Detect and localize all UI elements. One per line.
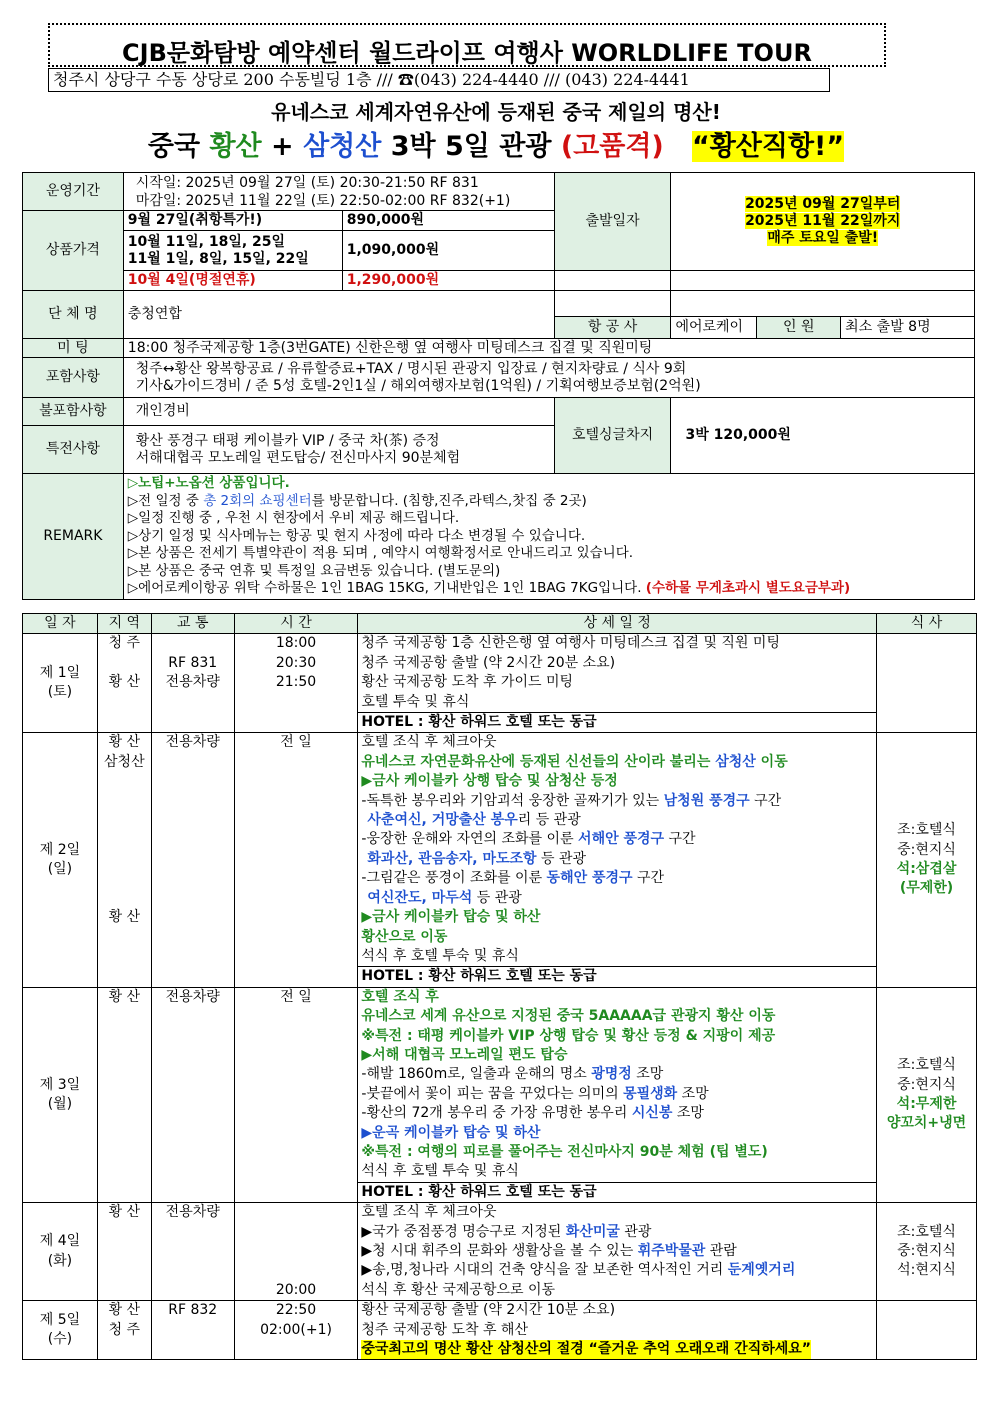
day4-transport: 전용차량 (151, 1203, 234, 1301)
detail-line: ▶서해 대협곡 모노레일 편도 탑승 (361, 1046, 568, 1063)
detail-text: ▶청 시대 휘주의 문화와 생활상을 볼 수 있는 (361, 1243, 638, 1259)
subtitle-line2 (0, 124, 992, 163)
detail-line: 청주 국제공항 출발 (약 2시간 20분 소요) (361, 654, 616, 671)
time-text: 20:30 (275, 654, 317, 671)
include-line-2: 기사&가이드경비 / 준 5성 호텔-2인1실 / 해외여행자보험(1억원) / 기획여행보증보험(2억원) (135, 377, 701, 394)
detail-place: 화산미굴 (565, 1223, 620, 1240)
detail-line: ※특전 : 여행의 피로를 풀어주는 전신마사지 90분 체험 (팁 별도) (361, 1143, 768, 1160)
detail-text: 구간 (632, 870, 665, 887)
single-label: 호텔싱글차지 (554, 398, 671, 474)
day5-meal (877, 1301, 977, 1360)
price-date-2b: 11월 1일, 8일, 15일, 22일 (127, 250, 309, 267)
detail-text: -웅장한 운해와 자연의 조화를 이룬 (361, 831, 579, 848)
price-date-1: 9월 27일(취항특가!) (123, 211, 342, 231)
detail-text: 조망 (677, 1085, 709, 1102)
day5-transport: RF 832 (151, 1301, 234, 1360)
remark-shopping: 총 2회의 쇼핑센터 (203, 492, 312, 509)
subtitle-part: 중국 (147, 131, 210, 162)
detail-text: 구간 (749, 792, 782, 809)
detail-line (361, 889, 873, 908)
day1-dow: (토) (47, 684, 73, 701)
col-header-date: 일 자 (23, 614, 98, 634)
detail-text: -붓끝에서 꽃이 피는 꿈을 꾸었다는 의미의 (361, 1085, 624, 1102)
detail-line (361, 1223, 873, 1242)
meal-text: 조:호텔식 (897, 822, 956, 839)
detail-text: -독특한 봉우리와 기암괴석 웅장한 골짜기가 있는 (361, 792, 664, 809)
time-text: 18:00 (275, 635, 317, 652)
detail-line: 황산 국제공항 출발 (약 2시간 10분 소요) (361, 1302, 616, 1319)
day1-detail (358, 634, 877, 733)
day1-meal (877, 634, 977, 733)
detail-line: 호텔 조식 후 (361, 988, 439, 1005)
day4-meal (877, 1203, 977, 1301)
detail-line: 황산으로 이동 (361, 928, 448, 945)
detail-line (361, 830, 873, 849)
day4-time: 20:00 (234, 1203, 358, 1301)
col-header-region: 지 역 (97, 614, 151, 634)
detail-line: ▶금사 케이블카 상행 탑승 및 삼청산 등정 (361, 773, 618, 790)
subtitle-sanqingshan: 삼청산 (303, 131, 382, 162)
day2-time: 전 일 (234, 733, 358, 987)
day3-date (23, 987, 98, 1202)
detail-line: ※특전 : 태평 케이블카 VIP 상행 탑승 및 황산 등정 & 지팡이 제공 (361, 1027, 776, 1044)
detail-place: 시신봉 (631, 1105, 673, 1122)
time-text: 22:50 (275, 1302, 317, 1319)
detail-place: 광명정 (591, 1066, 632, 1083)
remark-label: REMARK (23, 474, 124, 600)
col-header-transport: 교 통 (151, 614, 234, 634)
day1-row (23, 634, 977, 733)
price-value-3: 1,290,000원 (342, 271, 554, 291)
day5-detail (358, 1301, 877, 1360)
detail-line (361, 811, 873, 830)
day3-detail (358, 987, 877, 1202)
region-text: 청 주 (108, 635, 141, 652)
detail-text: ▶송,명,청나라 시대의 건축 양식을 잘 보존한 역사적인 거리 (361, 1262, 728, 1279)
group-value: 충청연합 (123, 291, 554, 339)
price-label: 상품가격 (23, 211, 124, 291)
remark-value (123, 474, 974, 600)
depart-from: 2025년 09월 27일부터 (745, 196, 901, 212)
region-text: 삼청산 (104, 753, 145, 770)
subtitle-part: + (261, 131, 304, 162)
detail-text: 리 등 관광 (517, 812, 581, 829)
region-text: 청 주 (108, 1321, 141, 1338)
special-line-1: 황산 풍경구 태평 케이블카 VIP / 중국 차(茶) 증정 (135, 432, 440, 449)
remark-line-3: ▷일정 진행 중 , 우천 시 현장에서 우비 제공 해드립니다. (127, 510, 460, 527)
day5-date (23, 1301, 98, 1360)
single-value: 3박 120,000원 (671, 398, 975, 474)
day2-row (23, 733, 977, 987)
detail-text: 관광 (619, 1223, 652, 1240)
day1-label: 제 1일 (39, 665, 81, 682)
transport-text (155, 634, 231, 653)
remark-line-4: ▷상기 일정 및 식사메뉴는 항공 및 현지 사정에 따라 다소 변경될 수 있습니다. (127, 527, 586, 544)
period-label: 운영기간 (23, 173, 124, 211)
detail-text: 유네스코 자연문화유산에 등재된 신선들의 산이라 불리는 (361, 753, 716, 770)
exclude-label: 불포함사항 (23, 398, 124, 426)
detail-place: 화과산, 관음송자, 마도조항 (367, 850, 537, 867)
subtitle-line1: 유네스코 세계자연유산에 등재된 중국 제일의 명산! (271, 100, 721, 124)
exclude-value: 개인경비 (123, 398, 554, 426)
day3-row (23, 987, 977, 1202)
remark-line-6: ▷본 상품은 중국 연휴 및 특정일 요금변동 있습니다. (별도문의) (127, 562, 501, 579)
detail-line: 호텔 조식 후 체크아웃 (361, 1204, 497, 1221)
region-text: 황 산 (108, 1302, 141, 1319)
col-header-meal: 식 사 (877, 614, 977, 634)
airline-value: 에어로케이 (671, 317, 757, 339)
day2-detail (358, 733, 877, 987)
people-label: 인 원 (757, 317, 841, 339)
meal-text: 석:현지식 (897, 1262, 956, 1279)
remark-line-1: ▷노팁+노옵션 상품입니다. (127, 475, 290, 492)
remark-text: ▷전 일정 중 (127, 492, 204, 509)
meeting-value: 18:00 청주국제공항 1층(3번GATE) 신한은행 옆 여행사 미팅데스크 집결 및 직원미팅 (123, 339, 974, 358)
price-value-2: 1,090,000원 (342, 231, 554, 271)
day3-label: 제 3일 (39, 1076, 81, 1093)
region-text: 황 산 (108, 909, 141, 926)
remark-baggage-warning: (수하물 무게초과시 별도요금부과) (645, 580, 851, 597)
detail-place: 휘주박물관 (637, 1243, 706, 1259)
detail-place: 남청원 풍경구 (663, 792, 750, 809)
day1-date (23, 634, 98, 733)
day3-meal (877, 987, 977, 1202)
time-text: 21:50 (275, 674, 317, 691)
day4-row (23, 1203, 977, 1301)
detail-text: 조망 (672, 1105, 704, 1122)
depart-dates (671, 173, 975, 271)
header-title-box (48, 23, 886, 67)
include-line-1: 청주↔황산 왕복항공료 / 유류할증료+TAX / 명시된 관광지 입장료 / 현지차량료 / 식사 9회 (135, 360, 687, 377)
period-cell (123, 173, 554, 211)
detail-place: 사춘여신, 거망출산 봉우 (367, 812, 518, 829)
include-value (123, 358, 974, 398)
header-address: 청주시 상당구 수동 상당로 200 수동빌딩 1층 /// ☎(043) 224-4440 /// (043) 224-4441 (48, 68, 830, 92)
remark-text: ▷에어로케이항공 위탁 수하물은 1인 1BAG 15KG, 기내반입은 1인 1BAG 7KG입니다. (127, 580, 646, 597)
schedule-table (22, 613, 977, 1360)
detail-place: 동해안 풍경구 (546, 870, 633, 887)
region-text: 황 산 (108, 734, 141, 751)
day3-transport: 전용차량 (151, 987, 234, 1202)
detail-text: 등 관광 (472, 889, 522, 906)
day3-region: 황 산 (97, 987, 151, 1202)
detail-line: 청주 국제공항 1층 신한은행 옆 여행사 미팅데스크 집결 및 직원 미팅 (361, 635, 780, 652)
day2-transport: 전용차량 (151, 733, 234, 987)
detail-line: 유네스코 세계 유산으로 지정된 중국 5AAAAA급 관광지 황산 이동 (361, 1008, 776, 1025)
day4-detail (358, 1203, 877, 1301)
day1-region (97, 634, 151, 733)
airline-label: 항 공 사 (554, 317, 671, 339)
include-label: 포함사항 (23, 358, 124, 398)
day3-time: 전 일 (234, 987, 358, 1202)
depart-weekly: 매주 토요일 출발! (767, 230, 879, 246)
period-start: 시작일: 2025년 09월 27일 (토) 20:30-21:50 RF 831 (135, 174, 479, 191)
detail-line (361, 850, 873, 869)
subtitle-huangshan: 황산 (209, 131, 262, 162)
detail-place: 여신잔도, 마두석 (367, 889, 473, 906)
detail-line: ▶운곡 케이블카 탑승 및 하산 (361, 1124, 541, 1141)
region-text: 황 산 (108, 674, 141, 691)
day5-row (23, 1301, 977, 1360)
special-value (123, 426, 554, 474)
day5-region (97, 1301, 151, 1360)
detail-text: -그림같은 풍경이 조화를 이룬 (361, 870, 547, 887)
detail-text: -해발 1860m로, 일출과 운해의 명소 (361, 1066, 592, 1083)
day3-dow: (월) (47, 1095, 73, 1112)
col-header-detail: 상 세 일 정 (358, 614, 877, 634)
day4-label: 제 4일 (39, 1233, 81, 1250)
day1-time (234, 634, 358, 733)
day5-label: 제 5일 (39, 1311, 81, 1328)
header-title: CJB문화탐방 예약센터 월드라이프 여행사 WORLDLIFE TOUR (122, 39, 812, 67)
depart-label: 출발일자 (554, 173, 671, 271)
col-header-time: 시 간 (234, 614, 358, 634)
day2-meal (877, 733, 977, 987)
transport-text: 전용차량 (165, 674, 220, 691)
detail-line (361, 869, 873, 888)
detail-line (361, 1065, 873, 1084)
day4-date (23, 1203, 98, 1301)
meal-special: (무제한) (899, 880, 954, 897)
time-text: 02:00(+1) (260, 1321, 332, 1338)
people-value: 최소 출발 8명 (841, 317, 975, 339)
day3-hotel: HOTEL : 황산 하워드 호텔 또는 동급 (358, 1182, 876, 1202)
day4-region: 황 산 (97, 1203, 151, 1301)
detail-place: 둔계옛거리 (727, 1262, 796, 1279)
detail-text: 이동 (755, 753, 788, 770)
detail-line: ▶금사 케이블카 탑승 및 하산 (361, 909, 541, 926)
meal-text: 조:호텔식 (897, 1223, 956, 1240)
day1-transport (151, 634, 234, 733)
day2-date (23, 733, 98, 987)
day5-time (234, 1301, 358, 1360)
remark-line-7 (128, 580, 970, 598)
detail-line: 석식 후 호텔 투숙 및 휴식 (361, 1163, 519, 1180)
detail-line (361, 753, 873, 772)
detail-line (361, 1104, 873, 1123)
detail-line (361, 1261, 873, 1280)
remark-text: 를 방문합니다. (침향,진주,라텍스,찻집 중 2곳) (311, 492, 587, 509)
period-end: 마감일: 2025년 11월 22일 (토) 22:50-02:00 RF 832(+1) (135, 192, 511, 209)
special-label: 특전사항 (23, 426, 124, 474)
detail-line: 석식 후 황산 국제공항으로 이동 (361, 1281, 556, 1298)
day1-hotel: HOTEL : 황산 하워드 호텔 또는 동급 (358, 712, 876, 732)
subtitle-part: 3박 5일 관광 (381, 131, 561, 162)
detail-line (361, 1242, 873, 1261)
depart-to: 2025년 11월 22일까지 (745, 213, 901, 229)
detail-text: 조망 (631, 1066, 664, 1083)
detail-line: 호텔 투숙 및 휴식 (361, 693, 470, 710)
region-text (101, 654, 148, 673)
meal-special: 석:삼겹살 (896, 861, 957, 878)
info-table (22, 172, 975, 600)
detail-text: 등 관광 (536, 850, 587, 867)
detail-text: 구간 (664, 831, 696, 848)
meeting-label: 미 팅 (23, 339, 124, 358)
subtitle-premium: (고품격) (560, 131, 664, 162)
detail-text: -황산의 72개 봉우리 중 가장 유명한 봉우리 (361, 1105, 632, 1122)
meal-text: 조:호텔식 (897, 1057, 956, 1074)
subtitle-direct-flight: “황산직항!” (691, 131, 845, 162)
detail-line: 석식 후 호텔 투숙 및 휴식 (361, 947, 519, 964)
detail-place: 서해안 풍경구 (578, 831, 665, 848)
transport-text: RF 831 (168, 654, 218, 671)
group-label: 단 체 명 (23, 291, 124, 339)
detail-line (361, 792, 873, 811)
price-date-2a: 10월 11일, 18일, 25일 (127, 233, 286, 250)
detail-text: ▶국가 중점풍경 명승구로 지정된 (361, 1223, 566, 1240)
meal-text: 중:현지식 (897, 1243, 956, 1259)
schedule-header-row (23, 614, 977, 634)
special-line-2: 서해대협곡 모노레일 편도탑승/ 전신마사지 90분체험 (135, 449, 461, 466)
meal-text: 중:현지식 (897, 841, 956, 858)
day5-dow: (수) (47, 1331, 73, 1348)
meal-special: 양꼬치+냉면 (886, 1115, 967, 1132)
day2-region (97, 733, 151, 987)
detail-place: 삼청산 (715, 753, 756, 770)
price-date-3: 10월 4일(명절연휴) (123, 271, 342, 291)
day2-label: 제 2일 (39, 841, 81, 858)
remark-line-5: ▷본 상품은 전세기 특별약관이 적용 되며 , 예약시 여행확정서로 안내드리고 있습니다. (127, 545, 634, 562)
detail-line (361, 1085, 873, 1104)
closing-message: 중국최고의 명산 황산 삼청산의 절경 “즐거운 추억 오래오래 간직하세요” (361, 1340, 811, 1359)
price-date-2 (123, 231, 342, 271)
detail-line: 황산 국제공항 도착 후 가이드 미팅 (361, 674, 573, 691)
price-value-1: 890,000원 (342, 211, 554, 231)
meal-text: 중:현지식 (897, 1076, 956, 1093)
detail-text: 관람 (705, 1243, 737, 1259)
day2-hotel: HOTEL : 황산 하워드 호텔 또는 동급 (358, 966, 876, 986)
detail-line: 청주 국제공항 도착 후 해산 (361, 1321, 528, 1338)
detail-place: 몽필생화 (623, 1085, 678, 1102)
meal-special: 석:무제한 (896, 1095, 957, 1112)
day4-dow: (화) (47, 1252, 73, 1269)
day2-dow: (일) (47, 861, 73, 878)
detail-line: 호텔 조식 후 체크아웃 (361, 734, 497, 751)
remark-line-2 (128, 493, 970, 511)
